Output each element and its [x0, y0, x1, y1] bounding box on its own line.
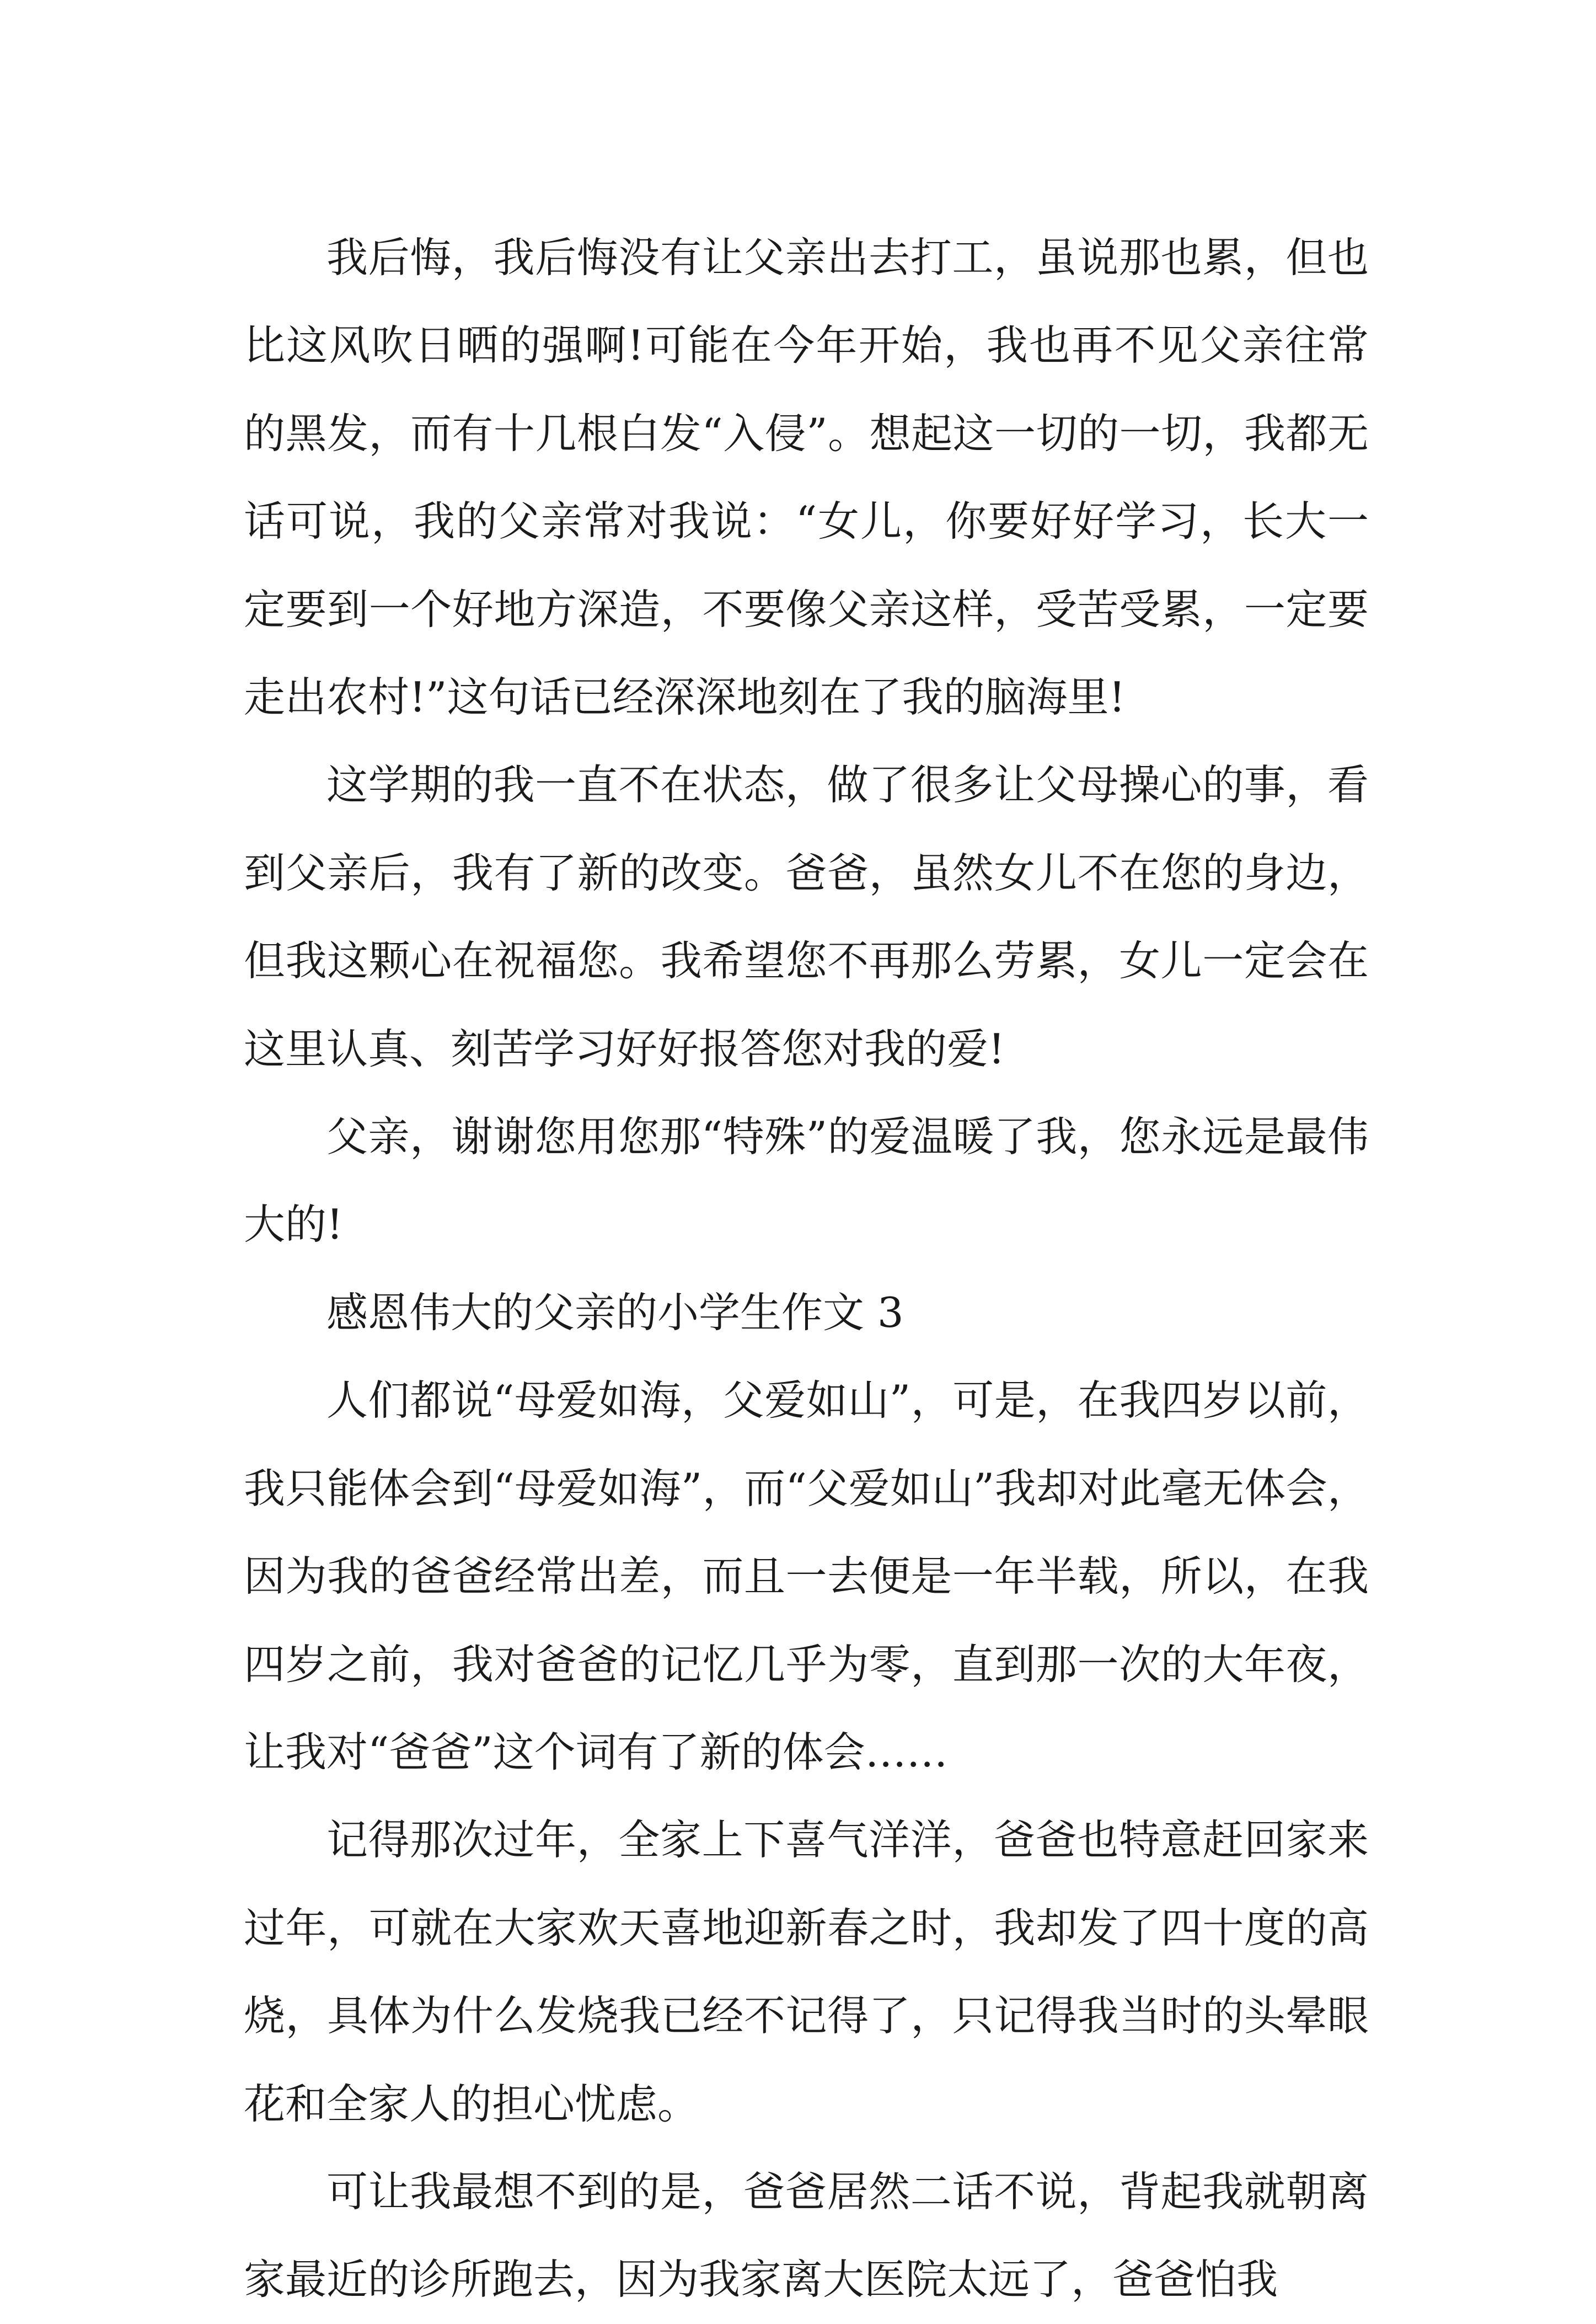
- paragraph: 这学期的我一直不在状态，做了很多让父母操心的事，看到父亲后，我有了新的改变。爸爸，虽然女儿不在您的身边，但我这颗心在祝福您。我希望您不再那么劳累，女儿一定会在这里认真、刻苦学习好好报答您对我的爱!: [244, 761, 1369, 1073]
- paragraph: 人们都说“母爱如海，父爱如山”，可是，在我四岁以前，我只能体会到“母爱如海”，而“父爱如山”我却对此毫无体会，因为我的爸爸经常出差，而且一去便是一年半载，所以，在我四岁之前，我对爸爸的记忆几乎为零，直到那一次的大年夜，让我对“爸爸”这个词有了新的体会……: [244, 1376, 1369, 1776]
- paragraph: 可让我最想不到的是，爸爸居然二话不说，背起我就朝离家最近的诊所跑去，因为我家离大医院太远了，爸爸怕我: [244, 2167, 1369, 2304]
- section-heading: 感恩伟大的父亲的小学生作文 3: [326, 1288, 904, 1337]
- document-body: [244, 214, 1369, 2324]
- paragraph: 父亲，谢谢您用您那“特殊”的爱温暖了我，您永远是最伟大的!: [244, 1112, 1369, 1249]
- paragraph: 记得那次过年，全家上下喜气洋洋，爸爸也特意赶回家来过年，可就在大家欢天喜地迎新春之时，我却发了四十度的高烧，具体为什么发烧我已经不记得了，只记得我当时的头晕眼花和全家人的担心忧虑。: [244, 1816, 1369, 2128]
- paragraph: 我后悔，我后悔没有让父亲出去打工，虽说那也累，但也比这风吹日晒的强啊!可能在今年开始，我也再不见父亲往常的黑发，而有十几根白发“入侵”。想起这一切的一切，我都无话可说，我的父亲常对我说：“女儿，你要好好学习，长大一定要到一个好地方深造，不要像父亲这样，受苦受累，一定要走出农村!”这句话已经深深地刻在了我的脑海里!: [244, 233, 1369, 722]
